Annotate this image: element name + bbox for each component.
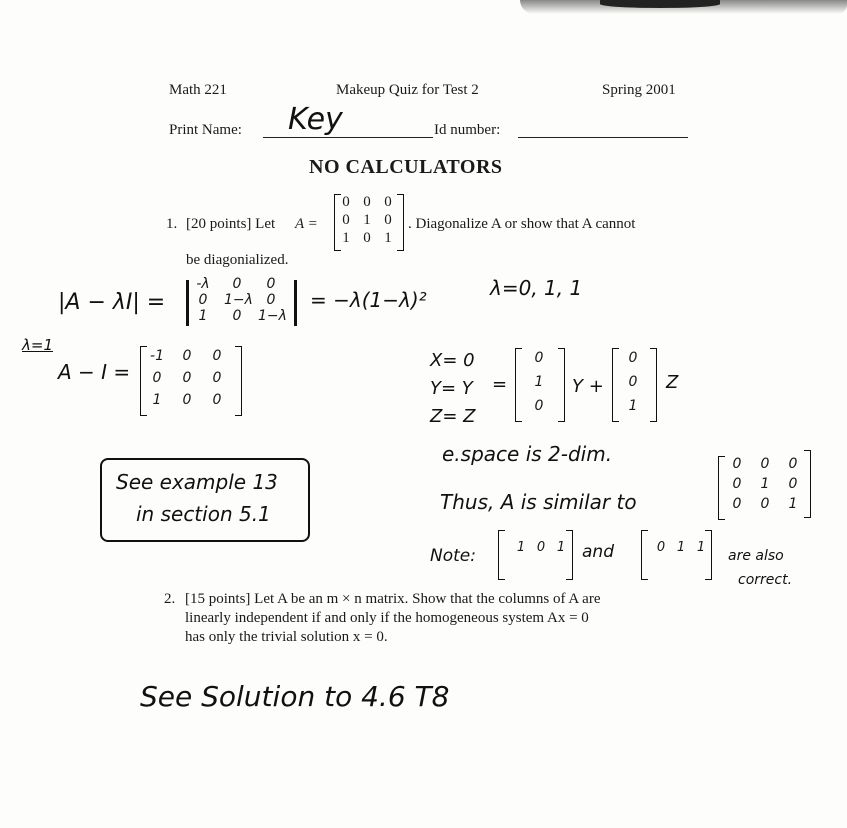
note-matrix-1-cell: 1 bbox=[516, 540, 526, 555]
vector-1-cell: 1 bbox=[534, 374, 544, 390]
a-minus-i-matrix-cell: 0 bbox=[212, 348, 222, 364]
example-note-line2: in section 5.1 bbox=[136, 502, 271, 526]
scan-blot bbox=[600, 0, 720, 8]
matrix-a-cell: 1 bbox=[363, 212, 371, 228]
diag-matrix-cell: 1 bbox=[788, 496, 798, 512]
problem2-number: 2. bbox=[164, 591, 176, 607]
matrix-a-cell: 0 bbox=[363, 230, 371, 246]
vec1-var: Y + bbox=[572, 376, 604, 397]
a-minus-i-matrix-cell: 0 bbox=[212, 370, 222, 386]
diag-matrix-cell: 0 bbox=[732, 456, 742, 472]
diag-matrix-cell: 0 bbox=[732, 476, 742, 492]
eq-x: X= 0 bbox=[430, 350, 475, 371]
diag-matrix-cell: 0 bbox=[760, 496, 770, 512]
det-matrix-cell: 0 bbox=[232, 308, 242, 324]
a-minus-i-matrix-cell: 0 bbox=[182, 370, 192, 386]
note-matrix-2-cell: 1 bbox=[696, 540, 706, 555]
vector-2-cell: 1 bbox=[628, 398, 638, 414]
lambda-case: λ=1 bbox=[22, 336, 53, 354]
det-matrix-cell: 0 bbox=[266, 276, 276, 292]
course-label: Math 221 bbox=[169, 82, 227, 98]
det-matrix-cell: 0 bbox=[266, 292, 276, 308]
note-m1-left-bracket bbox=[498, 530, 505, 580]
matrix-a-cell: 1 bbox=[384, 230, 392, 246]
thus-note: Thus, A is similar to bbox=[440, 490, 637, 514]
note-matrix-2-cell: 0 bbox=[656, 540, 666, 555]
diag-matrix-cell: 0 bbox=[760, 456, 770, 472]
det-lhs: |A − λI| = bbox=[58, 290, 166, 315]
a-minus-i-matrix-cell: -1 bbox=[150, 348, 164, 364]
problem1-prompt-line2: be diagonialized. bbox=[186, 252, 289, 268]
id-line bbox=[518, 137, 688, 138]
diag-matrix-cell: 0 bbox=[788, 476, 798, 492]
det-matrix-cell: 0 bbox=[232, 276, 242, 292]
quiz-title: Makeup Quiz for Test 2 bbox=[336, 82, 479, 98]
note-matrix-1-cell: 0 bbox=[536, 540, 546, 555]
vec1-right-bracket bbox=[558, 348, 565, 422]
matrix-a-cell: 0 bbox=[384, 212, 392, 228]
note-m2-right-bracket bbox=[705, 530, 712, 580]
det-matrix-cell: 1−λ bbox=[258, 308, 287, 324]
a-minus-i-matrix-cell: 1 bbox=[152, 392, 162, 408]
page-title: NO CALCULATORS bbox=[309, 156, 503, 178]
problem2-line2: linearly independent if and only if the homogeneous system Ax = 0 bbox=[185, 610, 589, 626]
a-minus-i-matrix-cell: 0 bbox=[182, 348, 192, 364]
det-matrix-cell: 1 bbox=[198, 308, 208, 324]
a-minus-i-label: A − I = bbox=[58, 360, 131, 384]
vector-1-cell: 0 bbox=[534, 350, 544, 366]
det-matrix-cell: 0 bbox=[198, 292, 208, 308]
a-minus-i-matrix-cell: 0 bbox=[182, 392, 192, 408]
note-and: and bbox=[582, 542, 614, 562]
note-m1-right-bracket bbox=[566, 530, 573, 580]
matrix-a-cell: 1 bbox=[342, 230, 350, 246]
vector-2-cell: 0 bbox=[628, 374, 638, 390]
vec2-var: Z bbox=[666, 372, 679, 393]
diag-matrix-cell: 0 bbox=[788, 456, 798, 472]
name-line bbox=[263, 137, 433, 138]
ami-right-bracket bbox=[235, 346, 242, 416]
diag-matrix-cell: 1 bbox=[760, 476, 770, 492]
espace-note: e.space is 2-dim. bbox=[442, 442, 613, 466]
note-tail-2: correct. bbox=[738, 572, 793, 588]
problem1-var: A = bbox=[295, 216, 318, 232]
note-label: Note: bbox=[430, 546, 476, 566]
example-note-line1: See example 13 bbox=[116, 470, 278, 494]
eigenvalues: λ=0, 1, 1 bbox=[490, 276, 583, 300]
problem2-answer: See Solution to 4.6 T8 bbox=[140, 680, 450, 713]
vec2-left-bracket bbox=[612, 348, 619, 422]
a-minus-i-matrix-cell: 0 bbox=[152, 370, 162, 386]
note-matrix-1-cell: 1 bbox=[556, 540, 566, 555]
det-bar-right bbox=[294, 280, 297, 326]
problem2-line3: has only the trivial solution x = 0. bbox=[185, 629, 388, 645]
det-rhs: = −λ(1−λ)² bbox=[310, 288, 427, 312]
problem1-prompt-rest: . Diagonalize A or show that A cannot bbox=[408, 216, 636, 232]
name-label: Print Name: bbox=[169, 122, 242, 138]
eq-z: Z= Z bbox=[430, 406, 476, 427]
term-label: Spring 2001 bbox=[602, 82, 676, 98]
note-m2-left-bracket bbox=[641, 530, 648, 580]
name-value: Key bbox=[288, 102, 343, 137]
a-minus-i-matrix-cell: 0 bbox=[212, 392, 222, 408]
eq-equals: = bbox=[492, 374, 508, 395]
note-matrix-2-cell: 1 bbox=[676, 540, 686, 555]
matrix-a-cell: 0 bbox=[384, 194, 392, 210]
eq-y: Y= Y bbox=[430, 378, 473, 399]
note-tail-1: are also bbox=[728, 548, 784, 564]
vector-1-cell: 0 bbox=[534, 398, 544, 414]
det-matrix-cell: -λ bbox=[196, 276, 210, 292]
problem1-prompt: [20 points] Let bbox=[186, 216, 276, 232]
det-bar-left bbox=[186, 280, 189, 326]
id-label: Id number: bbox=[434, 122, 501, 138]
det-matrix-cell: 1−λ bbox=[224, 292, 253, 308]
matrix-a-right-bracket bbox=[397, 194, 404, 251]
problem1-number: 1. bbox=[166, 216, 178, 232]
matrix-a-cell: 0 bbox=[342, 194, 350, 210]
matrix-a-cell: 0 bbox=[342, 212, 350, 228]
diag-matrix-cell: 0 bbox=[732, 496, 742, 512]
problem2-line1: [15 points] Let A be an m × n matrix. Show that the columns of A are bbox=[185, 591, 601, 607]
vector-2-cell: 0 bbox=[628, 350, 638, 366]
matrix-a-cell: 0 bbox=[363, 194, 371, 210]
vec1-left-bracket bbox=[515, 348, 522, 422]
vec2-right-bracket bbox=[650, 348, 657, 422]
